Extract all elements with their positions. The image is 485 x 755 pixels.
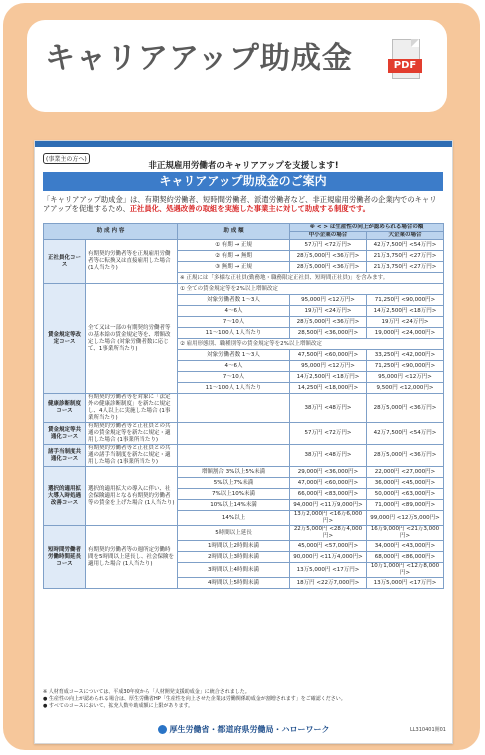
amount-large: 21万3,750円 <27万円>	[367, 251, 444, 262]
amount-sme: 14万2,500円 <18万円>	[290, 372, 367, 383]
row-item: 3時間以上4時間未満	[178, 563, 290, 578]
row-note: ① 全ての賃金規定等を2%以上増額改定	[178, 284, 444, 295]
amount-sme: 28万5,000円 <36万円>	[290, 251, 367, 262]
table-row	[44, 284, 444, 295]
course-name: 賃金規定等改定コース	[44, 284, 86, 394]
amount-large: 28万5,000円 <36万円>	[367, 394, 444, 423]
footnote: ● 生産性の向上が認められる場合は、厚生労働省HP「生産性を向上させた企業は労働関係助成金が割増されます」をご確認ください。	[43, 696, 346, 702]
doc-top-bar	[35, 141, 452, 147]
amount-sme: 29,000円 <36,000円>	[290, 467, 367, 478]
row-item: 10%以上14%未満	[178, 500, 290, 511]
table-row	[44, 467, 444, 478]
row-item: 2時間以上3時間未満	[178, 552, 290, 563]
amount-large: 95,000円 <12万円>	[367, 372, 444, 383]
amount-large: 71,250円 <90,000円>	[367, 361, 444, 372]
row-item	[178, 423, 290, 445]
course-desc: 有期契約労働者等の週所定労働時間を5時間以上延長し、社会保険を適用した場合 (1人当たり)	[86, 526, 178, 589]
table-row	[44, 423, 444, 445]
row-item: 増額割合 3%以上5%未満	[178, 467, 290, 478]
head-course: 助 成 内 容	[44, 224, 178, 240]
amount-sme: 28万5,000円 <36万円>	[290, 262, 367, 273]
row-item: ② 有期 → 無期	[178, 251, 290, 262]
amount-large: 16万9,000円 <21万3,000円>	[367, 526, 444, 541]
row-note: ② 雇用形態別、職種別等の賃金規定等を2%以上増額改定	[178, 339, 444, 350]
amount-large: 71,250円 <90,000円>	[367, 295, 444, 306]
amount-large: 99,000円 <12万5,000円>	[367, 511, 444, 526]
amount-sme: 28,500円 <36,000円>	[290, 328, 367, 339]
ministry-logo-icon	[158, 725, 167, 734]
table-row	[44, 445, 444, 467]
amount-large: 33,250円 <42,000円>	[367, 350, 444, 361]
doc-code: LL310401開01	[409, 727, 446, 733]
row-item: 5%以上7%未満	[178, 478, 290, 489]
row-item: 4〜6人	[178, 361, 290, 372]
amount-sme: 94,000円 <11万9,000円>	[290, 500, 367, 511]
intro-text: 「キャリアアップ助成金」は、有期契約労働者、短時間労働者、派遣労働者など、非正規雇用労働者の企業内でのキャリアアップを促進するため、	[43, 195, 437, 213]
amount-sme: 90,000円 <11万4,000円>	[290, 552, 367, 563]
row-item	[178, 445, 290, 467]
amount-sme: 95,000円 <12万円>	[290, 295, 367, 306]
employer-tag: (事業主の方へ)	[43, 153, 90, 164]
course-desc: 有期契約労働者等を正規雇用労働者等に転換又は直接雇用した場合 (1人当たり)	[86, 240, 178, 284]
pdf-preview[interactable]	[34, 140, 453, 744]
amount-sme: 38万円 <48万円>	[290, 445, 367, 467]
row-item: 5時間以上延長	[178, 526, 290, 541]
pdf-icon[interactable]	[388, 39, 422, 81]
amount-sme: 19万円 <24万円>	[290, 306, 367, 317]
amount-large: 14万2,500円 <18万円>	[367, 306, 444, 317]
footnote: ※ 人材育成コースについては、平成30年度から「人材開発支援助成金」に統合されました。	[43, 689, 250, 695]
amount-large: 68,000円 <86,000円>	[367, 552, 444, 563]
amount-sme: 22万5,000円 <28万4,000円>	[290, 526, 367, 541]
amount-sme: 13万2,000円 <16万6,000円>	[290, 511, 367, 526]
table-row	[44, 526, 444, 541]
amount-sme: 28万5,000円 <36万円>	[290, 317, 367, 328]
amount-sme: 66,000円 <83,000円>	[290, 489, 367, 500]
course-name: 正社員化コース	[44, 240, 86, 284]
course-desc: 有期契約労働者等と正社員との共通の賃金規定等を新たに規定・適用した場合 (1事業所当たり)	[86, 423, 178, 445]
amount-sme: 45,000円 <57,000円>	[290, 541, 367, 552]
footnote: ● すべてのコースにおいて、拡充人数や助成額に上限があります。	[43, 703, 194, 709]
course-name: 健康診断制度コース	[44, 394, 86, 423]
amount-large: 21万3,750円 <27万円>	[367, 262, 444, 273]
amount-large: 50,000円 <63,000円>	[367, 489, 444, 500]
row-item: 11〜100人 1人当たり	[178, 383, 290, 394]
row-item: 7〜10人	[178, 317, 290, 328]
doc-banner: キャリアアップ助成金のご案内	[43, 172, 443, 191]
amount-large: 42万7,500円 <54万円>	[367, 240, 444, 251]
page-title[interactable]: キャリアアップ助成金	[45, 41, 353, 76]
head-amount: 助 成 額	[178, 224, 290, 240]
amount-sme: 47,000円 <60,000円>	[290, 478, 367, 489]
amount-sme: 95,000円 <12万円>	[290, 361, 367, 372]
head-note: ※ < > は生産性の向上が認められる場合の額	[290, 224, 444, 232]
course-name: 選択的適用拡大導入時処遇改善コース	[44, 467, 86, 526]
amount-sme: 13万5,000円 <17万円>	[290, 563, 367, 578]
table-row	[44, 394, 444, 423]
doc-intro	[43, 195, 443, 213]
row-note: ※ 正規には「多様な正社員(勤務地・職務限定正社員、短時間正社員)」を含みます。	[178, 273, 444, 284]
amount-large: 22,000円 <27,000円>	[367, 467, 444, 478]
table-row	[44, 240, 444, 251]
course-desc: 全て又は一部の有期契約労働者等の基本給の賃金規定等を、増額改定した場合 (対象労働者数に応じて、1事業所当たり)	[86, 284, 178, 394]
issuer-name: 厚生労働省・都道府県労働局・ハローワーク	[169, 725, 330, 734]
course-desc: 選択的適用拡大の導入に伴い、社会保険適用となる有期契約労働者等の賃金を上げた場合 (1人当たり)	[86, 467, 178, 526]
amount-sme: 57万円 <72万円>	[290, 240, 367, 251]
amount-sme: 57万円 <72万円>	[290, 423, 367, 445]
amount-large: 34,000円 <43,000円>	[367, 541, 444, 552]
row-item: 7〜10人	[178, 372, 290, 383]
amount-large: 28万5,000円 <36万円>	[367, 445, 444, 467]
amount-large: 9,500円 <12,000円>	[367, 383, 444, 394]
row-item: 7%以上10%未満	[178, 489, 290, 500]
doc-subtitle: 非正規雇用労働者のキャリアアップを支援します!	[148, 161, 339, 171]
row-item: ① 有期 → 正規	[178, 240, 290, 251]
row-item: ③ 無期 → 正規	[178, 262, 290, 273]
course-desc: 有期契約労働者等を対象に「法定外の健康診断制度」を新たに規定し、4人以上に実施した場合 (1事業所当たり)	[86, 394, 178, 423]
subsidy-table	[43, 223, 444, 589]
course-desc: 有期契約労働者等と正社員との共通の諸手当制度を新たに規定・適用した場合 (1事業所当たり)	[86, 445, 178, 467]
table-body	[44, 240, 444, 589]
course-name: 諸手当制度共通化コース	[44, 445, 86, 467]
amount-sme: 14,250円 <18,000円>	[290, 383, 367, 394]
amount-large: 19,000円 <24,000円>	[367, 328, 444, 339]
course-name: 短時間労働者労働時間延長コース	[44, 526, 86, 589]
row-item: 4〜6人	[178, 306, 290, 317]
row-item: 1時間以上2時間未満	[178, 541, 290, 552]
row-item: 4時間以上5時間未満	[178, 578, 290, 589]
amount-large: 71,000円 <89,000円>	[367, 500, 444, 511]
amount-sme: 47,500円 <60,000円>	[290, 350, 367, 361]
course-name: 賃金規定等共通化コース	[44, 423, 86, 445]
amount-large: 19万円 <24万円>	[367, 317, 444, 328]
row-item	[178, 394, 290, 423]
row-item: 対象労働者数 1〜3人	[178, 295, 290, 306]
row-item: 14%以上	[178, 511, 290, 526]
amount-large: 13万5,000円 <17万円>	[367, 578, 444, 589]
issuer-row	[35, 724, 452, 735]
intro-highlight: 正社員化、処遇改善の取組を実施した事業主に対して助成する制度です。	[129, 204, 370, 213]
row-item: 対象労働者数 1〜3人	[178, 350, 290, 361]
pdf-fold-shape	[411, 39, 419, 47]
head-sme: 中小企業の場合	[290, 232, 367, 240]
amount-large: 36,000円 <45,000円>	[367, 478, 444, 489]
amount-sme: 38万円 <48万円>	[290, 394, 367, 423]
footnotes	[43, 689, 443, 710]
pdf-label: PDF	[388, 59, 422, 73]
head-large: 大企業の場合	[367, 232, 444, 240]
row-item: 11〜100人 1人当たり	[178, 328, 290, 339]
amount-large: 42万7,500円 <54万円>	[367, 423, 444, 445]
amount-sme: 18万円 <22万7,000円>	[290, 578, 367, 589]
amount-large: 10万1,000円 <12万8,000円>	[367, 563, 444, 578]
